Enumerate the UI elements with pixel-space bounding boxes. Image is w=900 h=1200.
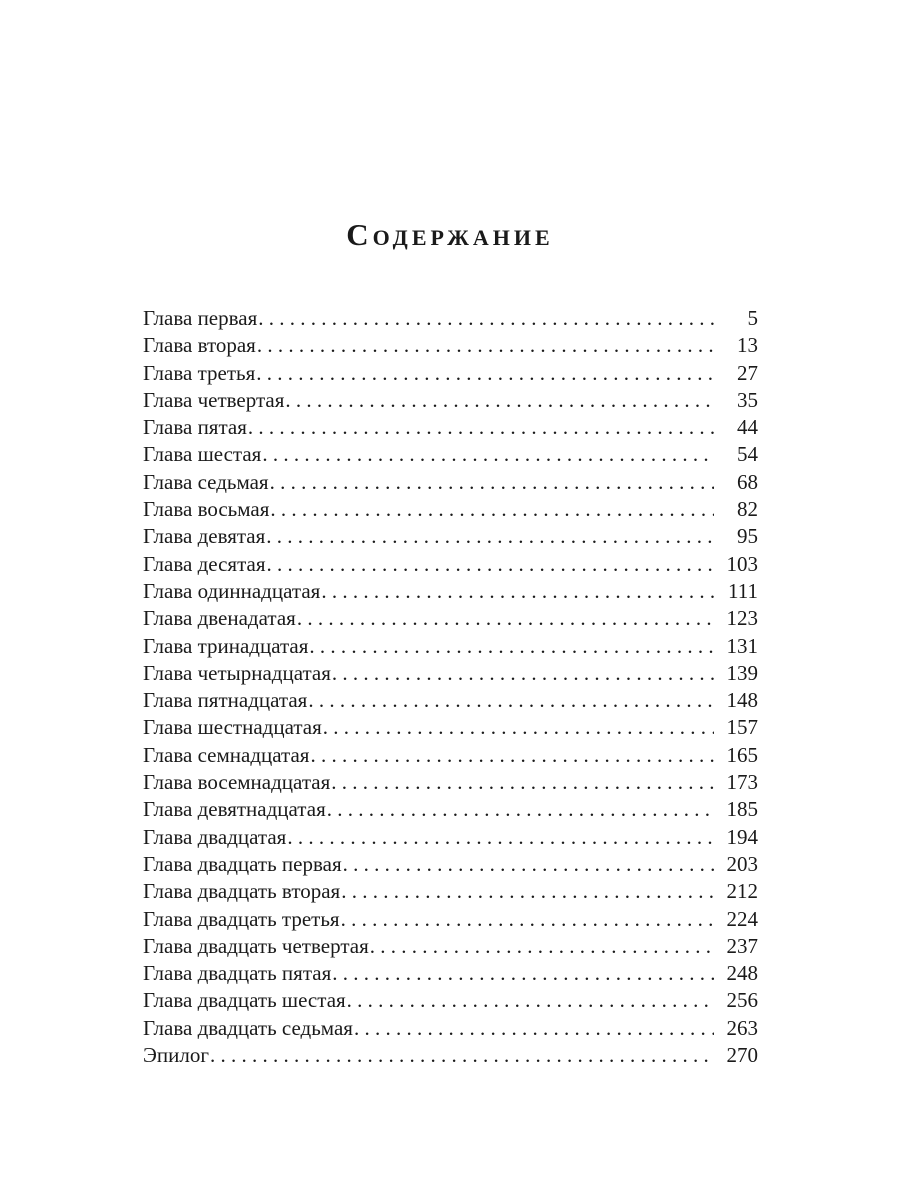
dot-leader: [341, 878, 714, 905]
toc-entry-page-number: 194: [726, 824, 758, 849]
toc-entry[interactable]: [143, 906, 758, 933]
toc-entry-page-number: 212: [726, 879, 758, 904]
toc-entry-label: Глава двенадатая: [143, 606, 296, 631]
toc-entry[interactable]: [143, 687, 758, 714]
dot-leader: [256, 360, 714, 387]
dot-leader: [257, 332, 714, 359]
toc-entry[interactable]: [143, 469, 758, 496]
toc-entry-label: Глава десятая: [143, 551, 266, 576]
dot-leader: [327, 796, 714, 823]
toc-entry-page-number: 44: [737, 415, 758, 440]
dot-leader: [248, 414, 714, 441]
toc-entry-page-number: 165: [726, 742, 758, 767]
dot-leader: [321, 578, 714, 605]
dot-leader: [343, 851, 714, 878]
toc-entry-label: Глава шестнадцатая: [143, 715, 322, 740]
toc-entry-page-number: 27: [737, 360, 758, 385]
table-of-contents: [143, 305, 758, 1069]
toc-entry[interactable]: [143, 796, 758, 823]
toc-entry-label: Глава девятая: [143, 524, 266, 549]
toc-entry-page-number: 13: [737, 333, 758, 358]
toc-entry[interactable]: [143, 742, 758, 769]
toc-entry-label: Глава восемнадцатая: [143, 770, 331, 795]
toc-entry[interactable]: [143, 633, 758, 660]
toc-entry-label: Глава пятая: [143, 415, 247, 440]
toc-entry[interactable]: [143, 523, 758, 550]
toc-entry[interactable]: [143, 824, 758, 851]
toc-entry-page-number: 237: [726, 933, 758, 958]
toc-entry[interactable]: [143, 578, 758, 605]
toc-entry[interactable]: [143, 714, 758, 741]
toc-entry-label: Глава семнадцатая: [143, 742, 310, 767]
toc-entry-label: Глава четырнадцатая: [143, 660, 331, 685]
toc-entry-label: Глава двадцать шестая: [143, 988, 346, 1013]
dot-leader: [354, 1015, 714, 1042]
toc-entry[interactable]: [143, 387, 758, 414]
toc-entry-label: Глава двадцать вторая: [143, 879, 341, 904]
dot-leader: [331, 769, 714, 796]
toc-entry-page-number: 256: [726, 988, 758, 1013]
toc-entry-page-number: 203: [726, 851, 758, 876]
toc-entry-label: Глава восьмая: [143, 497, 270, 522]
toc-entry[interactable]: [143, 551, 758, 578]
toc-entry-label: Глава четвертая: [143, 387, 285, 412]
toc-entry[interactable]: [143, 496, 758, 523]
toc-entry-page-number: 139: [726, 660, 758, 685]
dot-leader: [297, 605, 714, 632]
toc-entry[interactable]: [143, 851, 758, 878]
toc-entry-page-number: 148: [726, 688, 758, 713]
toc-entry-label: Глава двадцать третья: [143, 906, 340, 931]
toc-entry[interactable]: [143, 1042, 758, 1069]
toc-entry-page-number: 263: [726, 1015, 758, 1040]
dot-leader: [332, 660, 714, 687]
toc-entry-label: Глава одиннадцатая: [143, 578, 321, 603]
toc-entry[interactable]: [143, 332, 758, 359]
toc-entry[interactable]: [143, 933, 758, 960]
toc-entry-page-number: 95: [737, 524, 758, 549]
dot-leader: [341, 906, 714, 933]
dot-leader: [210, 1042, 714, 1069]
dot-leader: [287, 824, 714, 851]
toc-entry-page-number: 54: [737, 442, 758, 467]
dot-leader: [347, 987, 714, 1014]
toc-entry[interactable]: [143, 605, 758, 632]
toc-entry-page-number: 35: [737, 387, 758, 412]
toc-entry-label: Глава двадцать четвертая: [143, 933, 369, 958]
toc-entry-label: Глава шестая: [143, 442, 262, 467]
dot-leader: [270, 469, 714, 496]
toc-entry-page-number: 5: [747, 306, 758, 330]
toc-entry-page-number: 270: [726, 1043, 758, 1068]
toc-entry-label: Глава двадцатая: [143, 824, 287, 849]
dot-leader: [258, 305, 714, 332]
dot-leader: [310, 742, 714, 769]
page-title: Содержание: [346, 216, 554, 252]
toc-entry[interactable]: [143, 987, 758, 1014]
toc-entry[interactable]: [143, 769, 758, 796]
toc-entry-label: Глава двадцать пятая: [143, 961, 332, 986]
toc-entry-label: Глава первая: [143, 306, 258, 330]
dot-leader: [267, 551, 715, 578]
dot-leader: [308, 687, 714, 714]
dot-leader: [323, 714, 714, 741]
toc-entry-label: Глава пятнадцатая: [143, 688, 308, 713]
toc-entry-label: Глава вторая: [143, 333, 256, 358]
toc-entry-label: Глава тринадцатая: [143, 633, 309, 658]
toc-entry[interactable]: [143, 660, 758, 687]
toc-entry-label: Глава седьмая: [143, 469, 269, 494]
dot-leader: [285, 387, 714, 414]
toc-entry[interactable]: [143, 414, 758, 441]
toc-entry-page-number: 185: [726, 797, 758, 822]
toc-entry-page-number: 111: [728, 578, 758, 603]
toc-entry[interactable]: [143, 1015, 758, 1042]
toc-entry-page-number: 224: [726, 906, 758, 931]
toc-entry-page-number: 173: [726, 770, 758, 795]
toc-entry-label: Глава третья: [143, 360, 256, 385]
toc-entry-page-number: 82: [737, 497, 758, 522]
toc-entry-page-number: 248: [726, 961, 758, 986]
toc-entry-page-number: 123: [726, 606, 758, 631]
toc-entry-page-number: 157: [726, 715, 758, 740]
toc-entry-label: Глава двадцать седьмая: [143, 1015, 353, 1040]
dot-leader: [309, 633, 714, 660]
dot-leader: [370, 933, 714, 960]
toc-entry[interactable]: [143, 441, 758, 468]
toc-entry-page-number: 131: [726, 633, 758, 658]
toc-entry[interactable]: [143, 878, 758, 905]
dot-leader: [262, 441, 714, 468]
toc-entry-page-number: 68: [737, 469, 758, 494]
toc-entry-label: Глава двадцать первая: [143, 851, 342, 876]
dot-leader: [332, 960, 714, 987]
toc-entry[interactable]: [143, 960, 758, 987]
toc-entry-label: Глава девятнадцатая: [143, 797, 326, 822]
dot-leader: [266, 523, 714, 550]
toc-entry-label: Эпилог: [143, 1043, 209, 1068]
toc-entry[interactable]: [143, 305, 758, 332]
dot-leader: [270, 496, 714, 523]
toc-entry-page-number: 103: [726, 551, 758, 576]
toc-entry[interactable]: [143, 360, 758, 387]
